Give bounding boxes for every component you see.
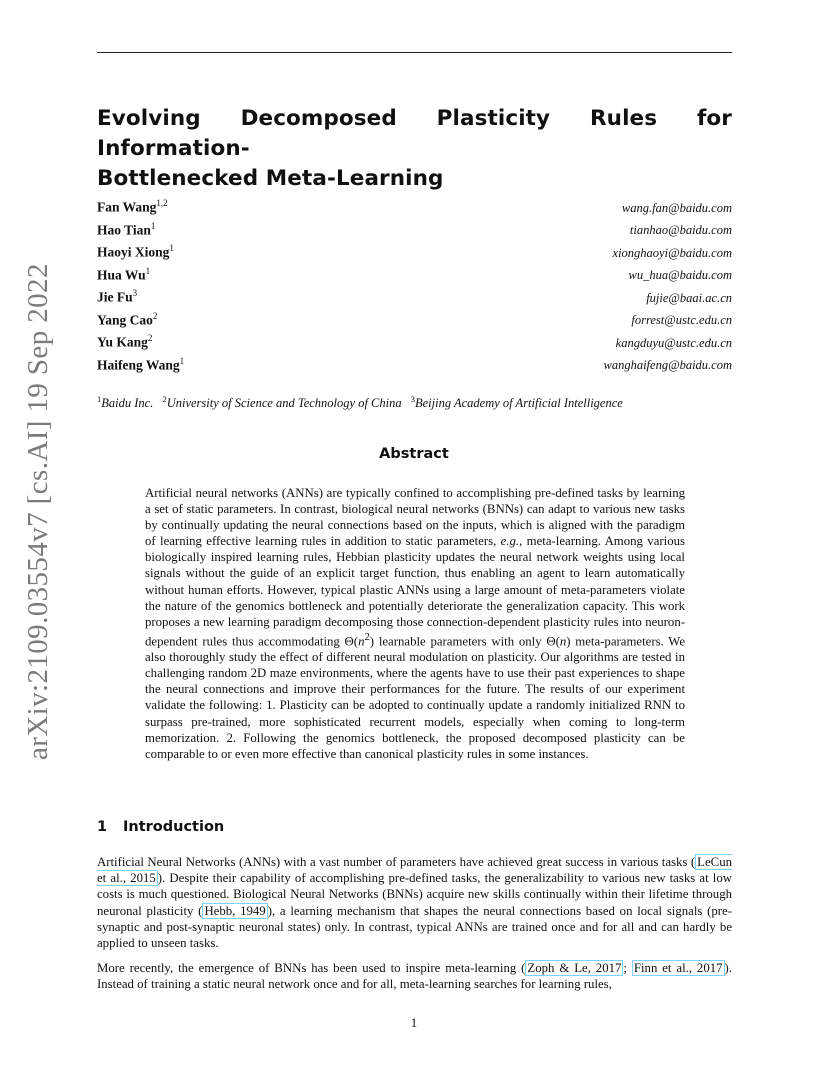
author-name: Haoyi Xiong$^1$ [97, 243, 174, 260]
header-rule [97, 52, 732, 53]
author-email[interactable]: tianhao@baidu.com [629, 223, 732, 237]
author-list [97, 198, 732, 378]
author-name: Yu Kang$^2$ [97, 333, 153, 350]
arxiv-identifier[interactable]: arXiv:2109.03554v7 [cs.AI] 19 Sep 2022 [22, 263, 54, 760]
title-line-1: Evolving Decomposed Plasticity Rules for Information- [97, 106, 732, 161]
section-heading [97, 819, 224, 835]
author-row [97, 266, 732, 289]
citation-link[interactable]: Finn et al., 2017 [633, 961, 723, 975]
author-email[interactable]: wanghaifeng@baidu.com [603, 358, 732, 372]
affiliation: University of Science and Technology of China [166, 396, 402, 411]
citation-link[interactable]: LeCun et al., 2015 [97, 855, 732, 886]
abstract-body: Artificial neural networks (ANNs) are typically confined to accomplishing pre-defined tasks by learning a set of static parameters. In contrast, biological neural networks (BNNs) can adapt to various new tasks by continually updating the neural connections based on the inputs, which is aligned with the paradigm of learning effective learning rules in addition to static parameters, e.g., meta-learning. Among various biologically inspired learning rules, Hebbian plasticity updates the neural network weights using local signals without the guide of an explicit target function, thus enabling an agent to learn automatically without human efforts. However, typical plastic ANNs using a large amount of meta-parameters violate the nature of the genomics bottleneck and potentially deteriorate the generalization capacity. This work proposes a new learning paradigm decomposing those connection-dependent plasticity rules into neuron-dependent rules thus accommodating $\Theta(n^2)$ learnable parameters with only Θ(n) meta-parameters. We also thoroughly study the effect of different neural modulation on plasticity. Our algorithms are tested in challenging random 2D maze environments, where the agents have to use their past experiences to shape the neural connections and improve their performances for the future. The results of our experiment validate the following: 1. Plasticity can be adopted to continually update a randomly initialized RNN to surpass pre-trained, more sophisticated recurrent models, especially when coming to long-term memorization. 2. Following the genomics bottleneck, the proposed decomposed plasticity can be comparable to or even more effective than canonical plasticity rules in some instances. [145, 486, 686, 761]
author-email[interactable]: kangduyu@ustc.edu.cn [615, 335, 732, 350]
author-row [97, 243, 732, 266]
author-name: Hua Wu$^1$ [97, 265, 151, 282]
intro-paragraph-2: More recently, the emergence of BNNs has been used to inspire meta-learning ( Zoph & Le, 2017 ; Finn et al., 2017 ). Instead of training a static neural network once and for all, meta-learning searches for learning rules, [97, 961, 732, 992]
author-row [97, 198, 732, 221]
author-email[interactable]: forrest@ustc.edu.cn [631, 313, 732, 327]
author-name: Fan Wang$^{1,2}$ [97, 198, 168, 215]
author-row [97, 356, 732, 379]
affiliation: Beijing Academy of Artificial Intelligence [415, 396, 623, 411]
citation-link[interactable]: Hebb, 1949 [204, 903, 266, 918]
section-title: Introduction [123, 819, 225, 835]
author-row [97, 221, 732, 244]
author-row [97, 311, 732, 334]
author-row [97, 288, 732, 311]
author-email[interactable]: wang.fan@baidu.com [621, 200, 732, 215]
author-name: Haifeng Wang$^1$ [97, 355, 185, 372]
title-line-2: Bottlenecked Meta-Learning [97, 166, 444, 191]
author-email[interactable]: fujie@baai.ac.cn [646, 290, 732, 305]
page-number: 1 [410, 1015, 418, 1030]
author-row [97, 333, 732, 356]
citation-link[interactable]: Zoph & Le, 2017 [527, 961, 622, 975]
author-name: Hao Tian$^1$ [97, 220, 156, 237]
abstract-heading: Abstract [379, 446, 449, 462]
affiliations: $^1$Baidu Inc. $^2$University of Science and Technology of China $^3$Beijing Academy of Artificial Intelligence [97, 394, 623, 411]
intro-paragraph-1: Artificial Neural Networks (ANNs) with a vast number of parameters have achieved great success in various tasks ( LeCun et al., 2015 ). Despite their capability of accomplishing pre-defined tasks, the generalizability to various new tasks at low costs is much questioned. Biological Neural Networks (BNNs) acquire new skills continually within their lifetime through neuronal plasticity ( Hebb, 1949 ), a learning mechanism that shapes the neural connections based on local signals (pre-synaptic and post-synaptic neuronal states) only. In contrast, typical ANNs are trained once and for all and can hardly be applied to unseen tasks. [97, 855, 732, 951]
author-name: Jie Fu$^3$ [97, 288, 138, 305]
paper-title [97, 104, 732, 194]
author-name: Yang Cao$^2$ [97, 310, 158, 327]
affiliation: Baidu Inc. [101, 396, 154, 411]
author-email[interactable]: wu_hua@baidu.com [628, 268, 732, 282]
author-email[interactable]: xionghaoyi@baidu.com [612, 245, 732, 260]
section-number: 1 [97, 819, 108, 835]
